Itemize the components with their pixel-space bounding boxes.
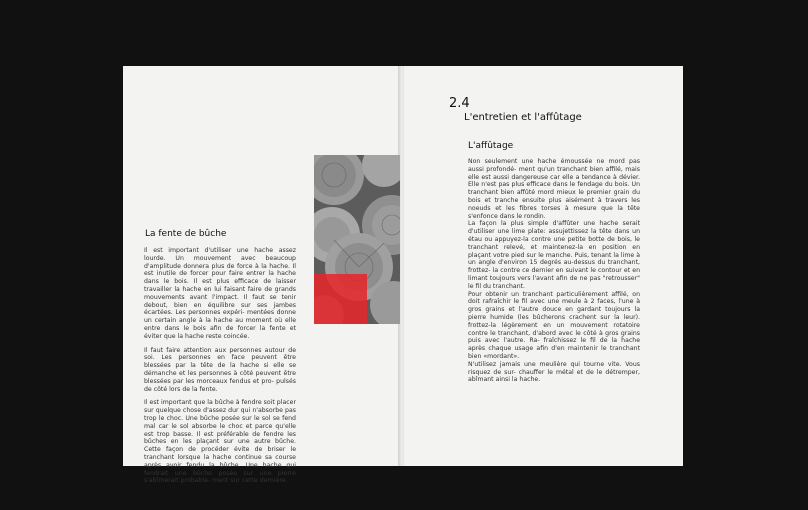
- right-body: [468, 158, 640, 384]
- log-pile-photo: [314, 155, 400, 324]
- right-subheading: L'affûtage: [468, 141, 514, 151]
- log-pile-illustration: [314, 155, 400, 324]
- right-paragraph: La façon la plus simple d'affûter une hache serait d'utiliser une lime plate: assujettissez la tête dans un étau ou appuyez-la contre une petite botte de bois, le tranchant relevé, et maintenez-la en position en plaçant votre pied sur le manche. Puis, tenant la lime à un angle d'environ 15 degrés au-dessus du tranchant, frottez- la contre ce dernier en suivant le contour et en limant toujours vers l'avant afin de ne pas "retrousser" le fil du tranchant.: [468, 220, 640, 290]
- left-paragraph: Il est important d'utiliser une hache assez lourde. Un mouvement avec beaucoup d'amplitude donnera plus de force à la hache. Il est inutile de forcer pour faire entrer la hache dans le bois. Il est plus efficace de laisser travailler la hache en lui faisant faire de grands mouvements avant l'impact. Il faut se tenir debout, bien en équilibre sur ses jambes écartées. Les personnes expéri- mentées donne un certain angle à la hache au moment où elle entre dans le bois afin de forcer la fente et éviter que la hache reste coincée.: [144, 247, 296, 340]
- left-paragraph: Il faut faire attention aux personnes autour de soi. Les personnes en face peuvent être blessées par la tête de la hache si elle se démanche et les personnes à côté peuvent être blessées par les morceaux fendus et pro- pulsés de côté lors de la fente.: [144, 346, 296, 393]
- left-paragraph: Il est important que la bûche à fendre soit placer sur quelque chose d'assez dur qui n'absorbe pas trop le choc. Une bûche posée sur le sol se fend mal car le sol absorbe le choc et parce qu'elle est trop basse. Il est préférable de fendre les bûches en les plaçant sur une autre bûche. Cette façon de procéder évite de briser le tranchant lorsque la hache continue sa course après avoir fendu la bûche. Une hache qui fendrait une bûche posée sur une pierre s'abîmerait probable- ment sur cette dernière.: [144, 399, 296, 485]
- right-paragraph: Pour obtenir un tranchant particulièrement affilé, on doit rafraîchir le fil avec une meule à 2 faces, l'une à gros grains et l'autre douce en gardant toujours la pierre humide (les bûcherons crachent sur la leur). frottez-la légèrement en un mouvement rotatoire contre le tranchant, d'abord avec le côté à gros grains puis avec l'autre. Ra- fraîchissez le fil de la hache après chaque usage afin d'en maintenir le tranchant bien «mordant».: [468, 290, 640, 360]
- right-paragraph: N'utilisez jamais une meulière qui tourne vite. Vous risquez de sur- chauffer le métal et de le détremper, abîmant ainsi la hache.: [468, 360, 640, 384]
- section-number: 2.4: [449, 96, 470, 111]
- right-paragraph: Non seulement une hache émoussée ne mord pas aussi profondé- ment qu'un tranchant bien affilé, mais elle est aussi dangereuse car elle a tendance à dévier. Elle n'est pas plus efficace dans le fendage du bois. Un tranchant bien affûté mord mieux le premier grain du bois et tranche ensuite plus aisément à travers les noeuds et les fibres torses à mesure que la tête s'enfonce dans le rondin.: [468, 158, 640, 220]
- left-body: [144, 247, 296, 491]
- section-title: L'entretien et l'affûtage: [464, 112, 582, 123]
- left-heading: La fente de bûche: [145, 229, 227, 239]
- red-overlay: [314, 274, 367, 324]
